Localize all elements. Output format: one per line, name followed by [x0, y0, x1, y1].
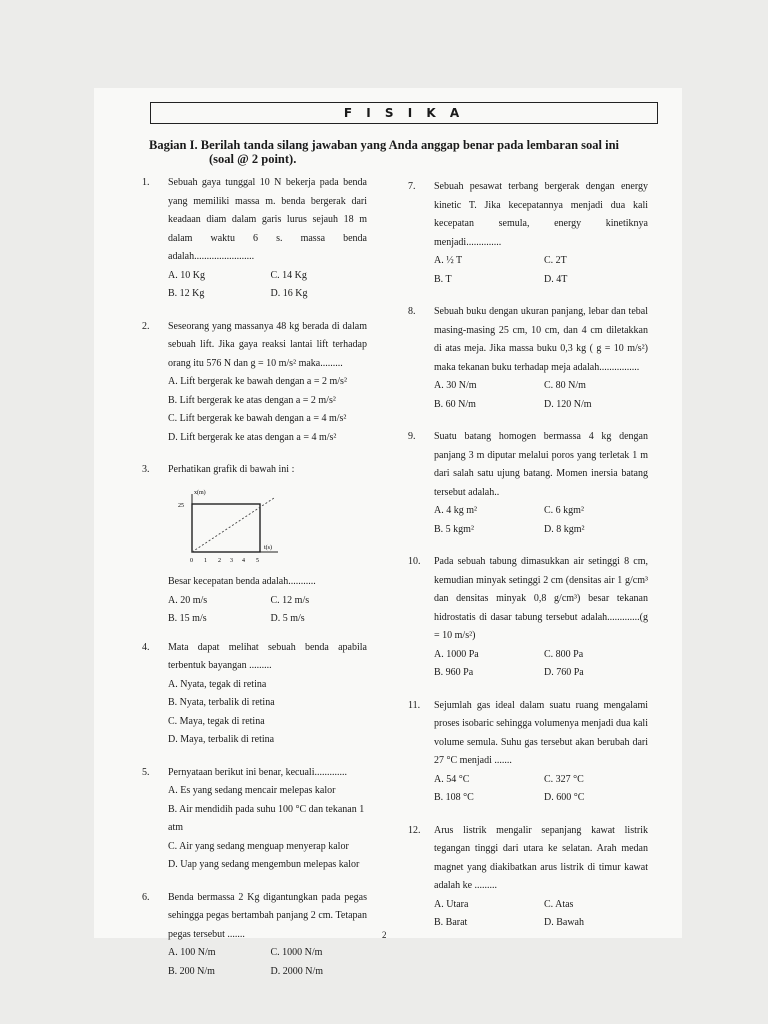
question-number: 8. [408, 306, 416, 317]
option[interactable]: A. 10 Kg [168, 269, 205, 281]
option[interactable]: C. 80 N/m [544, 380, 586, 391]
option[interactable]: C. Air yang sedang menguap menyerap kalor [168, 840, 349, 852]
question-8 [408, 303, 648, 414]
left-column [142, 174, 367, 995]
options [168, 676, 367, 750]
question-number: 5. [142, 766, 150, 778]
option[interactable]: D. 8 kgm² [544, 523, 585, 535]
question-text: Benda bermassa 2 Kg digantungkan pada pegas sehingga pegas bertambah panjang 2 cm. Tetapan pegas tersebut ....... [168, 891, 367, 940]
question-12 [408, 822, 648, 933]
question-7 [408, 178, 648, 289]
option[interactable]: A. 54 °C [434, 773, 470, 785]
question-text-after: Besar kecepatan benda adalah........... [168, 576, 316, 587]
option[interactable]: C. 6 kgm² [544, 505, 584, 516]
question-text: Mata dapat melihat sebuah benda apabila terbentuk bayangan ......... [168, 641, 367, 671]
x-tick: 4 [242, 557, 245, 564]
option[interactable]: C. 12 m/s [270, 594, 310, 606]
question-number: 11. [408, 699, 421, 711]
option[interactable]: D. 120 N/m [544, 398, 592, 410]
options [434, 771, 648, 808]
question-6 [142, 889, 367, 982]
x-tick: 3 [230, 557, 233, 564]
option[interactable]: D. 5 m/s [270, 613, 305, 624]
option[interactable]: C. Atas [544, 898, 574, 910]
y-tick: 25 [178, 502, 184, 509]
question-text: Sebuah buku dengan ukuran panjang, lebar dan tebal masing-masing 25 cm, 10 cm, dan 4 cm diletakkan di atas meja. Jika massa buku 0,3 kg ( g = 10 m/s²) maka tekanan buku terhadap meja adalah................ [434, 306, 648, 373]
question-number: 7. [408, 181, 416, 192]
question-text: Arus listrik mengalir sepanjang kawat listrik tegangan tinggi dari utara ke selatan. Arah medan magnet yang diakibatkan arus listrik di timur kawat adalah ke ......... [434, 824, 648, 891]
question-number: 12. [408, 824, 421, 836]
question-11 [408, 697, 648, 808]
question-4 [142, 639, 367, 750]
option[interactable]: B. Nyata, terbalik di retina [168, 697, 275, 708]
instructions [149, 138, 669, 166]
option[interactable]: D. Bawah [544, 917, 584, 928]
x-tick: 0 [190, 557, 193, 564]
option[interactable]: C. 14 Kg [270, 269, 307, 281]
option[interactable]: A. 30 N/m [434, 380, 477, 391]
option[interactable]: B. 15 m/s [168, 613, 207, 624]
options [434, 377, 648, 414]
question-5 [142, 764, 367, 875]
option[interactable]: B. 60 N/m [434, 398, 476, 410]
option[interactable]: B. 200 N/m [168, 965, 215, 977]
options [434, 252, 648, 289]
options [168, 782, 367, 875]
question-number: 10. [408, 556, 421, 567]
question-10 [408, 553, 648, 683]
question-number: 4. [142, 641, 150, 653]
options [168, 944, 367, 981]
option[interactable]: A. Utara [434, 898, 469, 910]
instructions-line2: (soal @ 2 point). [209, 152, 297, 166]
option[interactable]: B. 5 kgm² [434, 523, 474, 535]
option[interactable]: B. T [434, 273, 452, 285]
option[interactable]: A. ½ T [434, 255, 463, 266]
options [434, 896, 648, 933]
diagonal-line [192, 498, 274, 552]
question-9 [408, 428, 648, 539]
option[interactable]: B. Barat [434, 917, 468, 928]
page-title: F I S I K A [150, 102, 658, 124]
question-text: Sejumlah gas ideal dalam suatu ruang mengalami proses isobaric sehingga volumenya menjadi dua kali volume semula. Suhu gas tersebut akan berubah dari 27 °C menjadi ....... [434, 699, 648, 766]
option[interactable]: B. Lift bergerak ke atas dengan a = 2 m/s² [168, 394, 336, 406]
option[interactable]: A. Lift bergerak ke bawah dengan a = 2 m/s² [168, 376, 347, 387]
question-number: 2. [142, 320, 150, 332]
instructions-line1: Bagian I. Berilah tanda silang jawaban yang Anda anggap benar pada lembaran soal ini [149, 138, 620, 152]
option[interactable]: C. Lift bergerak ke bawah dengan a = 4 m/s² [168, 413, 347, 424]
question-number: 3. [142, 464, 150, 475]
option[interactable]: A. 100 N/m [168, 947, 216, 958]
option[interactable]: B. 12 Kg [168, 288, 205, 299]
y-label: x(m) [194, 489, 206, 496]
question-text: Pada sebuah tabung dimasukkan air setinggi 8 cm, kemudian minyak setinggi 2 cm (densitas air 1 g/cm³ dan densitas minyak 0,8 g/cm³) besar tekanan hidrostatis di dasar tabung tersebut adalah.............(g = 10 m/s²) [434, 556, 648, 641]
question-text: Sebuah pesawat terbang bergerak dengan energy kinetic T. Jika kecepatannya menjadi dua kali kecepatan semula, energy kinetiknya menjadi.............. [434, 181, 648, 248]
question-3 [142, 461, 367, 629]
x-tick: 2 [218, 557, 221, 564]
x-tick: 5 [256, 557, 259, 564]
options [434, 502, 648, 539]
options [434, 646, 648, 683]
question-number: 9. [408, 431, 416, 442]
option[interactable]: A. 1000 Pa [434, 648, 479, 660]
option[interactable]: B. Air mendidih pada suhu 100 °C dan tekanan 1 atm [168, 803, 365, 833]
question-text: Sebuah gaya tunggal 10 N bekerja pada benda yang memiliki massa m. benda bergerak dari keadaan diam dalam garis lurus sejauh 18 m dalam waktu 6 s. massa benda adalah........................ [168, 177, 367, 262]
option[interactable]: A. 4 kg m² [434, 505, 477, 516]
scanned-page [94, 88, 682, 977]
question-text: Pernyataan berikut ini benar, kecuali............. [168, 766, 347, 778]
options [168, 592, 367, 629]
question-number: 1. [142, 177, 150, 188]
option[interactable]: A. 20 m/s [168, 594, 208, 606]
options [168, 373, 367, 447]
option[interactable]: B. 960 Pa [434, 667, 474, 678]
option[interactable]: D. 16 Kg [270, 288, 308, 299]
option[interactable]: C. 327 °C [544, 773, 584, 785]
option[interactable]: D. 4T [544, 273, 568, 285]
position-time-graph [178, 486, 288, 566]
option[interactable]: C. 1000 N/m [270, 947, 323, 958]
question-text: Perhatikan grafik di bawah ini : [168, 464, 295, 475]
option[interactable]: C. 2T [544, 255, 567, 266]
option[interactable]: A. Es yang sedang mencair melepas kalor [168, 785, 336, 796]
option[interactable]: C. Maya, tegak di retina [168, 715, 265, 727]
options [168, 267, 367, 304]
question-text: Suatu batang homogen bermassa 4 kg dengan panjang 3 m diputar melalui poros yang terletak 1 m dari salah satu ujung batang. Momen inersia batang tersebut adalah.. [434, 431, 648, 498]
question-text: Seseorang yang massanya 48 kg berada di dalam sebuah lift. Jika gaya reaksi lantai lift terhadap orang itu 576 N dan g = 10 m/s² maka......... [168, 320, 367, 369]
option[interactable]: D. Maya, terbalik di retina [168, 734, 275, 745]
question-2 [142, 318, 367, 448]
option[interactable]: D. 600 °C [544, 792, 585, 803]
option[interactable]: B. 108 °C [434, 792, 474, 803]
x-label: t(s) [264, 544, 272, 551]
option[interactable]: C. 800 Pa [544, 648, 584, 660]
page-number: 2 [382, 930, 387, 940]
option[interactable]: D. Uap yang sedang mengembun melepas kalor [168, 859, 360, 870]
right-column [408, 178, 648, 947]
question-number: 6. [142, 891, 150, 903]
question-1 [142, 174, 367, 304]
option[interactable]: D. 2000 N/m [270, 965, 323, 977]
option[interactable]: D. 760 Pa [544, 667, 584, 678]
option[interactable]: D. Lift bergerak ke atas dengan a = 4 m/s² [168, 431, 337, 443]
x-tick: 1 [204, 557, 207, 564]
option[interactable]: A. Nyata, tegak di retina [168, 678, 267, 690]
